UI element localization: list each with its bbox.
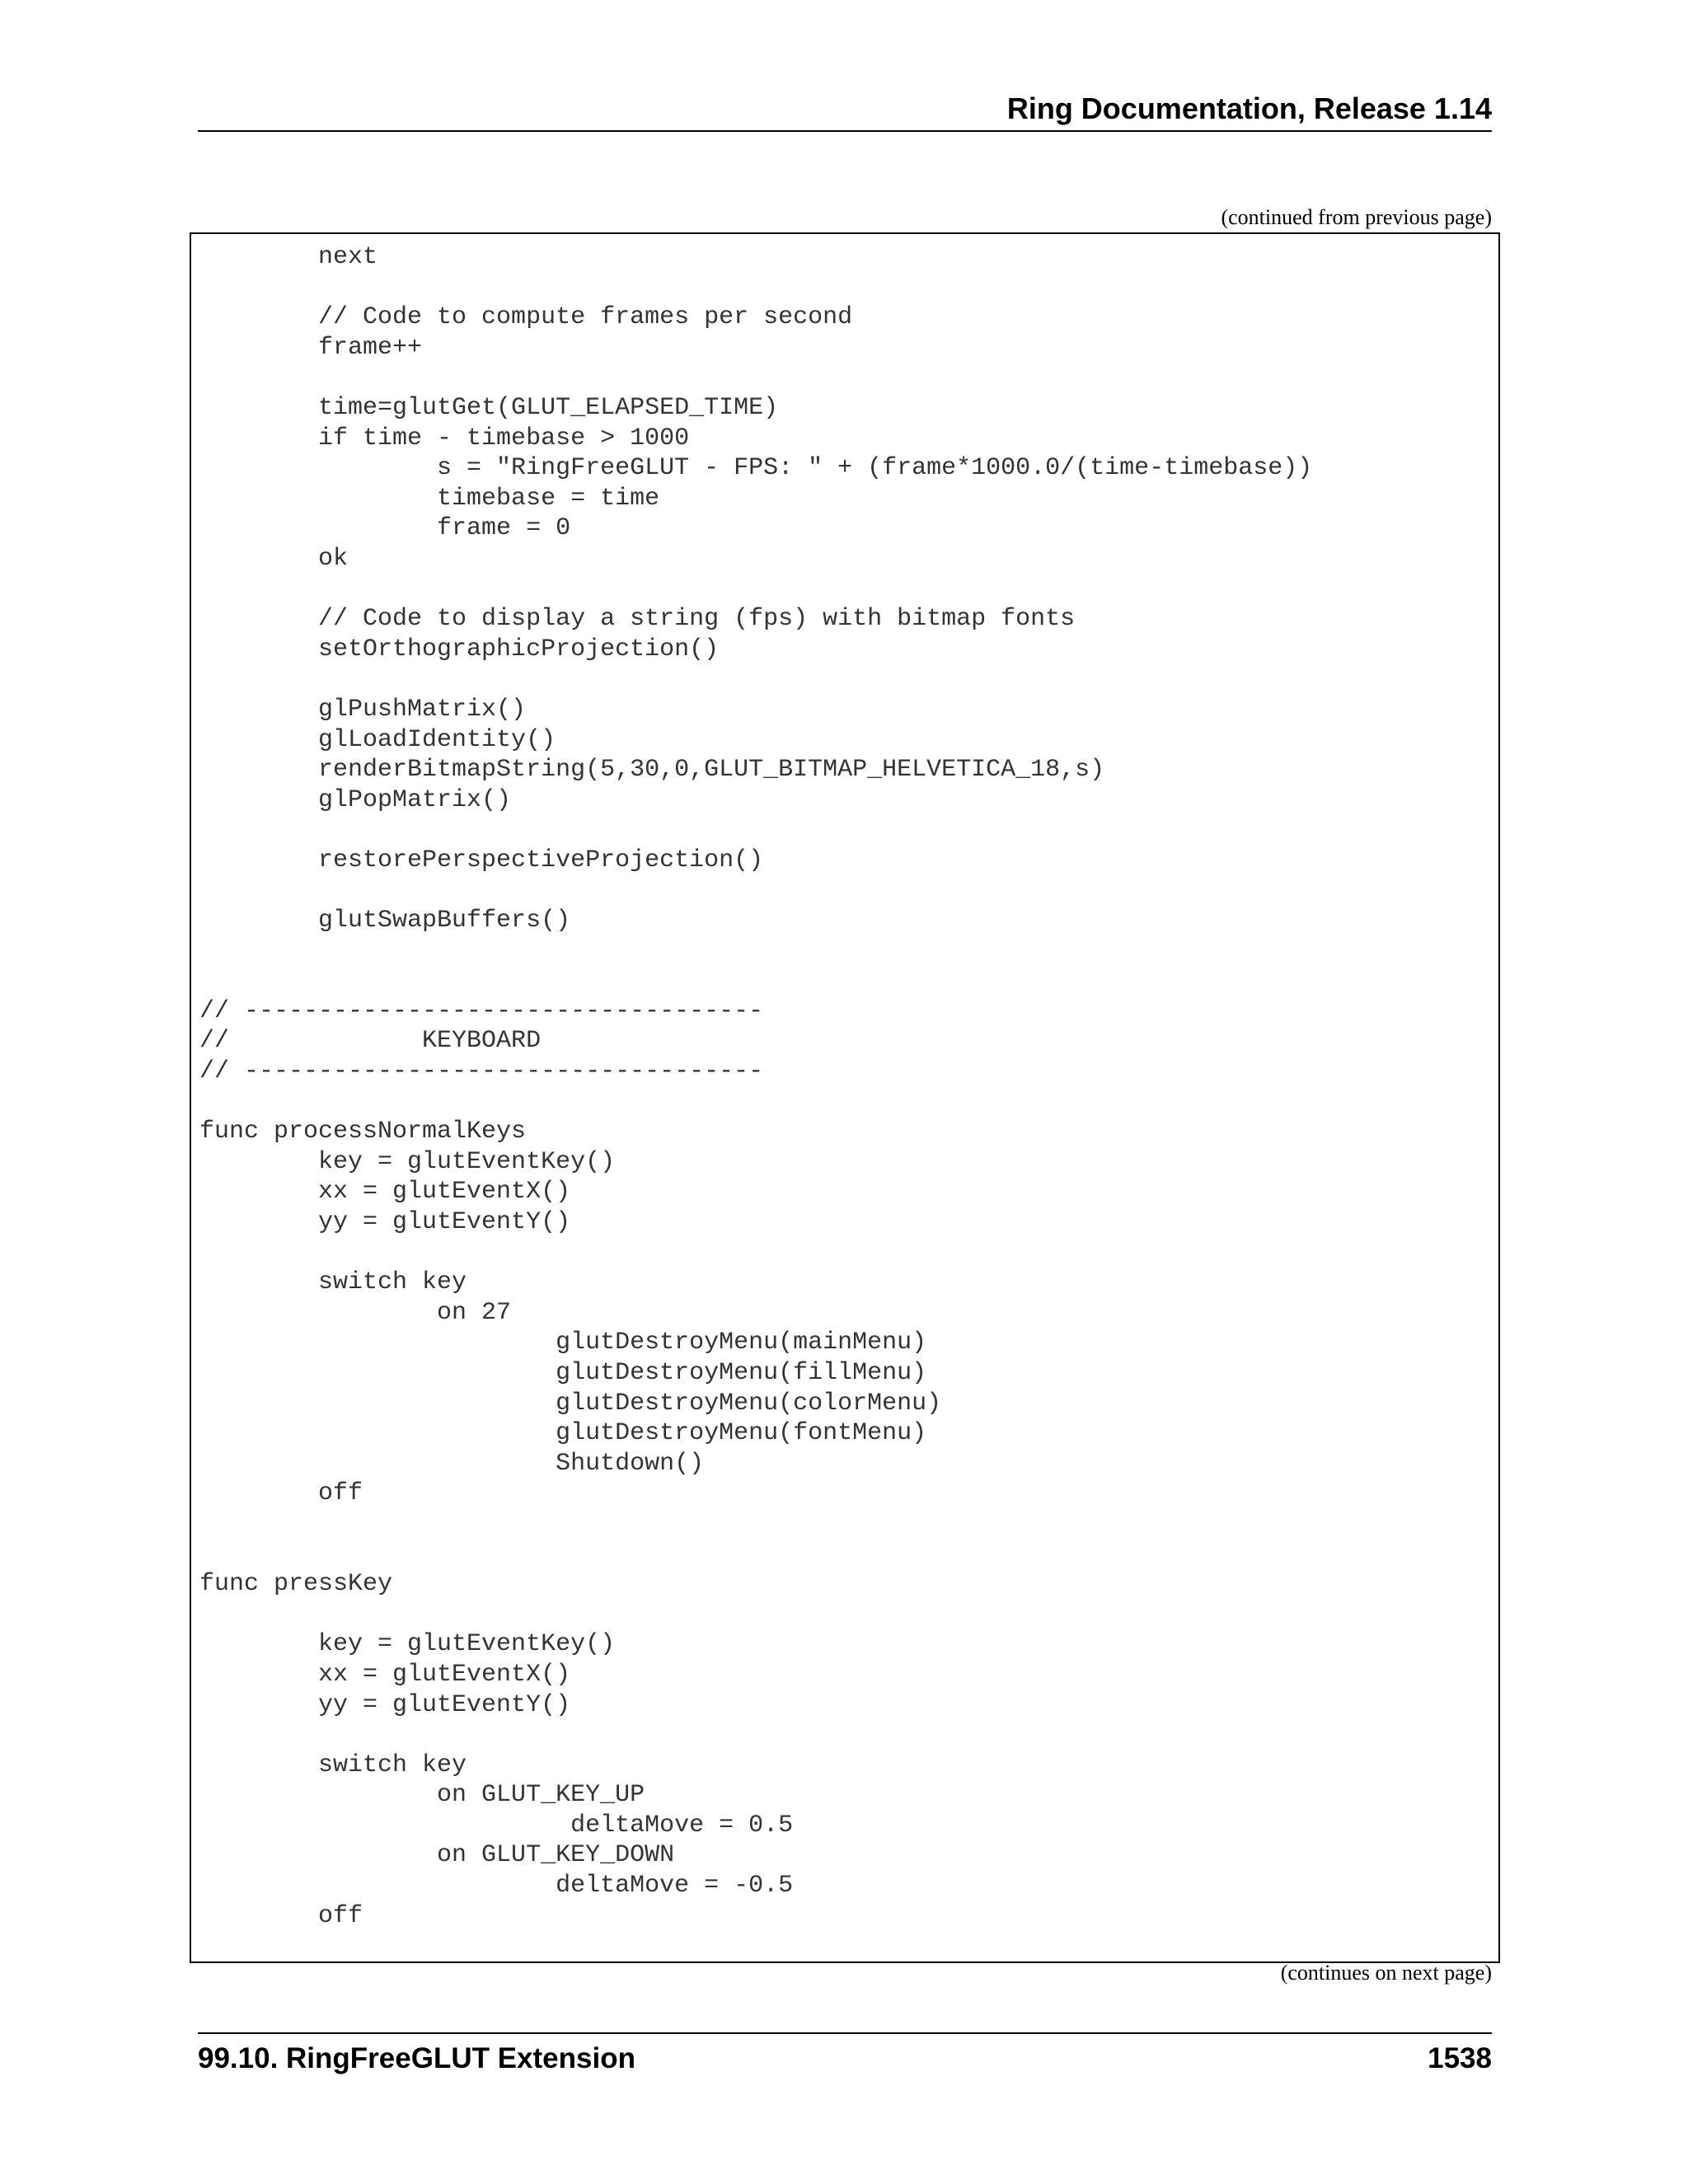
running-header: Ring Documentation, Release 1.14 bbox=[1006, 91, 1492, 125]
code-line: switch key bbox=[199, 1750, 467, 1779]
code-line: s = "RingFreeGLUT - FPS: " + (frame*1000.0/(time-timebase)) bbox=[199, 454, 1313, 483]
code-line: ok bbox=[199, 544, 349, 573]
code-line: timebase = time bbox=[199, 484, 660, 513]
code-line bbox=[199, 1540, 1312, 1570]
code-line: renderBitmapString(5,30,0,GLUT_BITMAP_HELVETICA_18,s) bbox=[199, 756, 1105, 785]
code-line: func processNormalKeys bbox=[199, 1118, 527, 1146]
code-line: off bbox=[199, 1479, 363, 1508]
code-line: restorePerspectiveProjection() bbox=[199, 846, 764, 874]
continued-from-note: (continued from previous page) bbox=[1221, 205, 1492, 229]
code-line: deltaMove = -0.5 bbox=[199, 1872, 794, 1900]
code-line bbox=[199, 1509, 1312, 1540]
code-line: glutDestroyMenu(fontMenu) bbox=[199, 1419, 927, 1448]
code-line bbox=[199, 815, 1312, 846]
code-line: glPushMatrix() bbox=[199, 695, 527, 724]
code-line: yy = glutEventY() bbox=[199, 1690, 571, 1719]
code-line bbox=[199, 936, 1312, 967]
code-line: on GLUT_KEY_DOWN bbox=[199, 1841, 675, 1870]
footer-section-title: 99.10. RingFreeGLUT Extension bbox=[198, 2042, 635, 2074]
code-line bbox=[199, 664, 1312, 695]
code-line: glutDestroyMenu(fillMenu) bbox=[199, 1358, 927, 1387]
code-line: off bbox=[199, 1901, 363, 1930]
continues-on-note: (continues on next page) bbox=[1280, 1961, 1492, 1985]
code-line: xx = glutEventX() bbox=[199, 1660, 571, 1689]
page-number: 1538 bbox=[1428, 2042, 1492, 2074]
code-line: next bbox=[199, 243, 378, 271]
code-line bbox=[199, 875, 1312, 906]
code-line: frame++ bbox=[199, 333, 423, 362]
code-line: // Code to display a string (fps) with bitmap fonts bbox=[199, 605, 1076, 634]
code-line: time=glutGet(GLUT_ELAPSED_TIME) bbox=[199, 393, 779, 422]
code-block bbox=[190, 232, 1500, 1963]
code-line: switch key bbox=[199, 1268, 467, 1297]
code-line: on 27 bbox=[199, 1298, 512, 1327]
code-line: yy = glutEventY() bbox=[199, 1208, 571, 1236]
footer-divider bbox=[198, 2032, 1492, 2034]
code-line: glutSwapBuffers() bbox=[199, 907, 571, 935]
code-line bbox=[199, 273, 1312, 303]
code-line: // ----------------------------------- bbox=[199, 996, 764, 1025]
header-divider bbox=[198, 130, 1492, 132]
code-line bbox=[199, 1720, 1312, 1750]
code-listing bbox=[199, 242, 1312, 1931]
code-line: setOrthographicProjection() bbox=[199, 635, 720, 663]
code-line: glutDestroyMenu(mainMenu) bbox=[199, 1329, 927, 1357]
code-line: frame = 0 bbox=[199, 514, 571, 543]
code-line: on GLUT_KEY_UP bbox=[199, 1781, 645, 1810]
code-line bbox=[199, 574, 1312, 605]
code-line: key = glutEventKey() bbox=[199, 1630, 616, 1659]
code-line: key = glutEventKey() bbox=[199, 1147, 616, 1176]
code-line: // ----------------------------------- bbox=[199, 1057, 764, 1086]
code-line: // KEYBOARD bbox=[199, 1027, 542, 1056]
code-line: func pressKey bbox=[199, 1570, 393, 1599]
code-line: xx = glutEventX() bbox=[199, 1178, 571, 1207]
code-line: // Code to compute frames per second bbox=[199, 303, 853, 332]
code-line: glutDestroyMenu(colorMenu) bbox=[199, 1389, 942, 1418]
code-line: deltaMove = 0.5 bbox=[199, 1811, 794, 1840]
code-line bbox=[199, 966, 1312, 996]
code-line: Shutdown() bbox=[199, 1449, 705, 1478]
code-line: if time - timebase > 1000 bbox=[199, 424, 690, 452]
code-line bbox=[199, 1600, 1312, 1630]
code-line bbox=[199, 1238, 1312, 1268]
code-line bbox=[199, 363, 1312, 393]
code-line bbox=[199, 1087, 1312, 1118]
code-line: glPopMatrix() bbox=[199, 785, 512, 814]
code-line: glLoadIdentity() bbox=[199, 725, 556, 754]
